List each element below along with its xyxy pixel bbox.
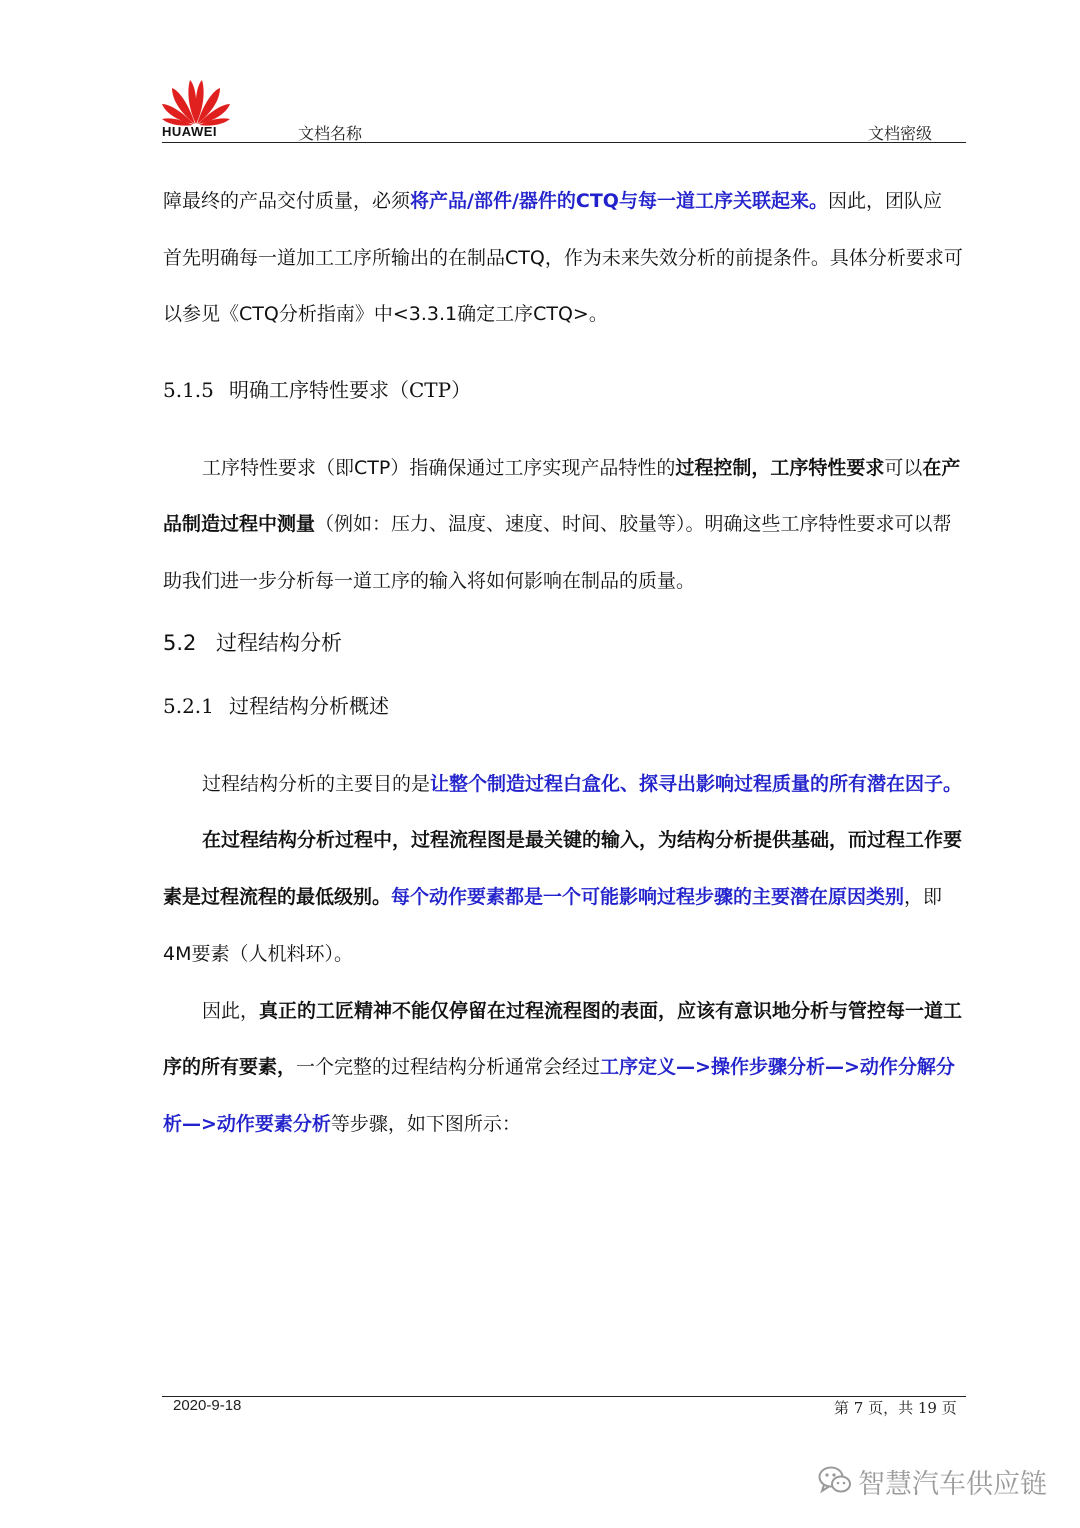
paragraph-line xyxy=(163,187,942,215)
text-run: 一个完整的过程结构分析通常会经过 xyxy=(296,1056,601,1078)
paragraph-line xyxy=(163,510,952,538)
bold-text: 在产 xyxy=(922,457,961,479)
section-heading xyxy=(163,376,471,404)
paragraph-line xyxy=(202,454,960,482)
paragraph-line: 首先明确每一道加工工序所输出的在制品CTQ，作为未来失效分析的前提条件。具体分析要求可 xyxy=(163,247,963,269)
footer-page-number: 第 7 页，共 19 页 xyxy=(834,1399,957,1417)
text-run: 等步骤，如下图所示： xyxy=(330,1113,521,1135)
section-title: 过程结构分析概述 xyxy=(229,694,389,718)
text-run: 工序特性要求（即CTP）指确保通过工序实现产品特性的 xyxy=(202,457,676,479)
paragraph-line: 助我们进一步分析每一道工序的输入将如何影响在制品的质量。 xyxy=(163,570,696,592)
section-heading xyxy=(163,692,389,720)
wechat-icon xyxy=(818,1465,852,1499)
highlight-text: 工序定义—>操作步骤分析—>动作分解分 xyxy=(600,1056,955,1078)
doc-name-label: 文档名称 xyxy=(298,124,363,143)
section-heading xyxy=(163,629,342,657)
paragraph-line xyxy=(163,1053,955,1081)
header-divider xyxy=(162,142,966,143)
doc-level-label: 文档密级 xyxy=(868,124,933,143)
highlight-text: 析—>动作要素分析 xyxy=(163,1113,331,1135)
section-number: 5.2.1 xyxy=(163,694,214,718)
text-run: 因此，团队应 xyxy=(827,190,942,212)
highlight-text: 每个动作要素都是一个可能影响过程步骤的主要潜在原因类别 xyxy=(391,886,905,908)
section-title: 明确工序特性要求（CTP） xyxy=(229,378,472,402)
paragraph-line xyxy=(202,770,962,798)
bold-text: 过程控制，工序特性要求 xyxy=(675,457,885,479)
bold-text: 真正的工匠精神不能仅停留在过程流程图的表面，应该有意识地分析与管控每一道工 xyxy=(259,1000,963,1022)
watermark xyxy=(818,1462,1047,1501)
section-title: 过程结构分析 xyxy=(216,631,342,655)
paragraph-line xyxy=(163,883,942,911)
highlight-text: 将产品/部件/器件的CTQ与每一道工序关联起来。 xyxy=(410,190,828,212)
bold-text: 序的所有要素， xyxy=(163,1056,297,1078)
paragraph-line: 在过程结构分析过程中，过程流程图是最关键的输入，为结构分析提供基础，而过程工作要 xyxy=(202,829,963,851)
footer-date: 2020-9-18 xyxy=(173,1397,242,1414)
paragraph-line xyxy=(202,997,962,1025)
watermark-text: 智慧汽车供应链 xyxy=(858,1469,1047,1500)
highlight-text: 让整个制造过程白盒化、探寻出影响过程质量的所有潜在因子。 xyxy=(430,773,963,795)
brand-name: HUAWEI xyxy=(162,124,217,139)
bold-text: 品制造过程中测量 xyxy=(163,513,316,535)
text-run: ，即 xyxy=(904,886,943,908)
text-run: 过程结构分析的主要目的是 xyxy=(202,773,431,795)
paragraph-line xyxy=(163,1110,521,1138)
paragraph-line: 以参见《CTQ分析指南》中<3.3.1确定工序CTQ>。 xyxy=(163,303,608,325)
text-run: （例如：压力、温度、速度、时间、胶量等）。明确这些工序特性要求可以帮 xyxy=(315,513,952,535)
paragraph-line: 4M要素（人机料环）。 xyxy=(163,943,353,965)
text-run: 因此， xyxy=(202,1000,260,1022)
text-run: 可以 xyxy=(884,457,923,479)
text-run: 障最终的产品交付质量，必须 xyxy=(163,190,411,212)
section-number: 5.2 xyxy=(163,631,197,655)
bold-text: 素是过程流程的最低级别。 xyxy=(163,886,392,908)
section-number: 5.1.5 xyxy=(163,378,214,402)
